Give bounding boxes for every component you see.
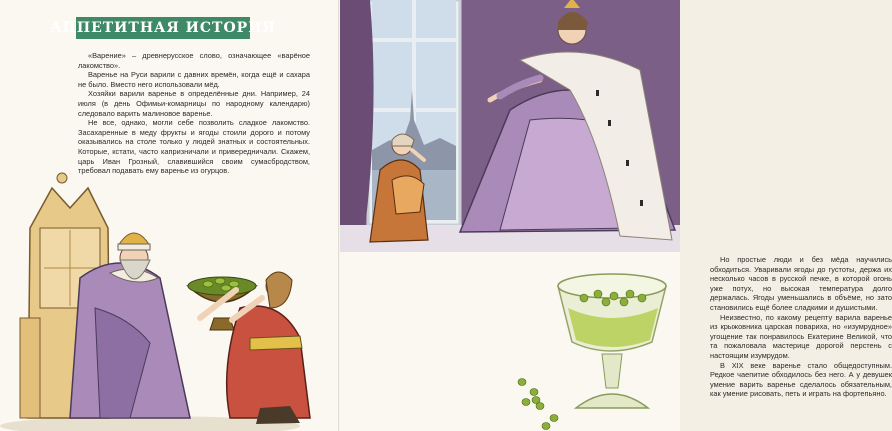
empress-illustration bbox=[340, 0, 680, 252]
jam-vase-illustration bbox=[540, 268, 680, 431]
tsar-illustration bbox=[0, 168, 338, 431]
left-paragraph: Хозяйки варили варенье в определённые дни. Например, 24 июля (в день Офимьи-комарницы по народному календарю) следовало варить малиновое варенье. bbox=[78, 89, 310, 118]
page-title: АППЕТИТНАЯ ИСТОРИЯ bbox=[50, 20, 276, 36]
scattered-berries bbox=[508, 372, 548, 412]
left-paragraph: Не все, однако, могли себе позволить сладкое лакомство. Засахаренные в меду фрукты и ягоды стоили дорого и потому оказывались на столе только у людей знатных и состоятельных. Которые, кстати, часто капризничали и привередничали. Скажем, царь Иван Грозный, славившийся своим сумасбродством, требовал подавать ему варенье из огурцов. bbox=[78, 118, 310, 176]
left-paragraph: Варенье на Руси варили с давних времён, когда ещё и сахара не было. Вместо него использовали мёд. bbox=[78, 70, 310, 89]
left-paragraph: «Варение» – древнерусское слово, означающее «варёное лакомство». bbox=[78, 51, 310, 70]
tsar-illustration-art bbox=[0, 168, 338, 431]
jam-vase-art bbox=[540, 268, 680, 431]
berries-art bbox=[508, 372, 548, 412]
right-paragraph: В XIX веке варенье стало общедоступным. Редкое чаепитие обходилось без него. А у девушек умение варить варенье сделалось обязательным, как умение рисовать, петь и играть на фортепьяно. bbox=[710, 360, 892, 399]
right-paragraph: Неизвестно, по какому рецепту варила варенье из крыжовника царская повариха, но «изумрудное» угощение так понравилось Екатерине Великой, что та пожаловала мастерице дорогой перстень с настоящим изумрудом. bbox=[710, 312, 892, 360]
title-banner bbox=[50, 17, 276, 39]
empress-illustration-art bbox=[340, 0, 680, 252]
right-page bbox=[340, 0, 892, 431]
right-text-block bbox=[710, 255, 892, 399]
left-text-block bbox=[78, 51, 310, 176]
left-page bbox=[0, 0, 340, 431]
right-paragraph: Но простые люди и без мёда научились обходиться. Уваривали ягоды до густоты, держа их несколько часов в русской печке, в которой огонь уже потух, но высокая температура долго держалась. Ягоды уменьшались в объёме, но зато становились ещё более сладкими и душистыми. bbox=[710, 255, 892, 312]
